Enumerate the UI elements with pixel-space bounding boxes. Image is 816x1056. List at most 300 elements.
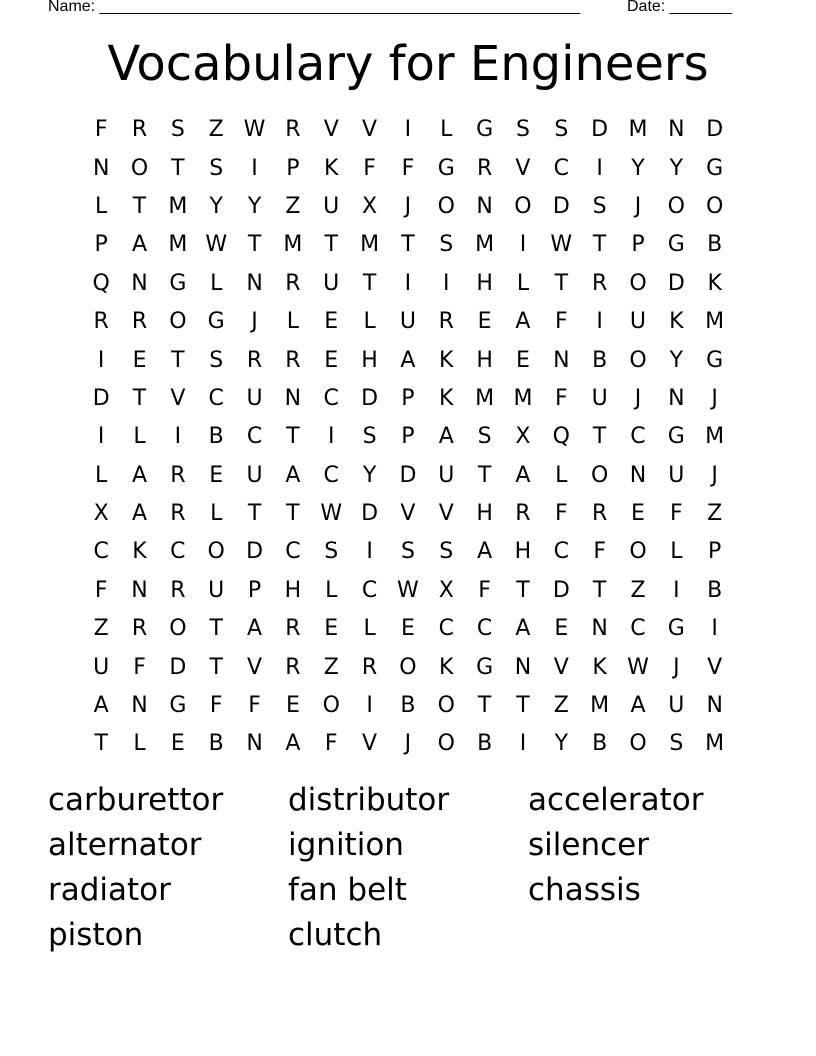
word-bank-item: ignition — [288, 827, 404, 863]
grid-letter: O — [629, 539, 647, 565]
grid-letter: O — [590, 462, 609, 488]
grid-letter: O — [514, 193, 532, 219]
grid-letter: J — [711, 462, 718, 488]
grid-letter: T — [171, 347, 185, 373]
grid-letter: T — [209, 616, 223, 642]
grid-letter: I — [174, 424, 182, 450]
grid-letter: S — [400, 539, 415, 565]
grid-letter: K — [132, 539, 147, 565]
grid-letter: M — [628, 117, 648, 143]
grid-letter: S — [554, 117, 569, 143]
grid-letter: N — [246, 270, 263, 296]
grid-letter: B — [707, 232, 723, 258]
grid-letter: T — [132, 193, 147, 219]
grid-letter: P — [401, 385, 415, 411]
grid-letter: O — [169, 616, 187, 642]
grid-letter: V — [170, 385, 186, 411]
grid-letter: L — [133, 424, 146, 450]
grid-letter: E — [400, 616, 415, 642]
grid-letter: Z — [553, 693, 569, 719]
grid-letter: X — [515, 424, 531, 450]
grid-letter: A — [131, 501, 148, 527]
grid-letter: I — [404, 270, 412, 296]
grid-letter: T — [209, 654, 223, 680]
name-field-label: Name: ______________________________________________________ — [48, 0, 581, 15]
grid-letter: X — [438, 577, 454, 603]
grid-letter: K — [592, 654, 607, 680]
grid-letter: G — [169, 270, 187, 296]
grid-letter: N — [591, 616, 608, 642]
grid-letter: R — [246, 347, 263, 373]
grid-letter: V — [400, 501, 416, 527]
grid-letter: O — [169, 309, 187, 335]
grid-letter: Z — [285, 193, 301, 219]
grid-letter: E — [132, 347, 147, 373]
grid-letter: G — [667, 616, 685, 642]
grid-letter: T — [94, 731, 108, 757]
grid-letter: T — [592, 577, 607, 603]
grid-letter: E — [554, 616, 569, 642]
grid-letter: R — [93, 309, 109, 335]
grid-letter: P — [94, 232, 108, 258]
grid-letter: I — [519, 731, 527, 757]
grid-letter: T — [516, 577, 530, 603]
grid-letter: A — [515, 616, 531, 642]
grid-letter: U — [629, 309, 647, 335]
grid-letter: U — [246, 462, 263, 488]
grid-letter: P — [631, 232, 645, 258]
grid-letter: G — [169, 693, 187, 719]
grid-letter: O — [667, 193, 685, 219]
grid-letter: E — [631, 501, 645, 527]
grid-letter: R — [591, 501, 608, 527]
grid-letter: E — [324, 616, 339, 642]
grid-letter: M — [168, 232, 188, 258]
grid-letter: V — [553, 654, 569, 680]
word-bank-item: clutch — [288, 917, 383, 953]
grid-letter: W — [550, 232, 573, 258]
grid-letter: S — [209, 155, 224, 181]
grid-letter: F — [94, 577, 108, 603]
grid-letter: M — [590, 693, 610, 719]
word-bank-item: radiator — [48, 872, 171, 908]
grid-letter: D — [92, 385, 110, 411]
grid-letter: S — [515, 117, 530, 143]
grid-letter: T — [247, 501, 262, 527]
grid-letter: H — [514, 539, 532, 565]
grid-letter: W — [320, 501, 343, 527]
grid-letter: R — [591, 270, 608, 296]
grid-letter: M — [168, 193, 188, 219]
grid-letter: Y — [247, 193, 262, 219]
grid-row — [82, 303, 734, 341]
grid-letter: M — [513, 385, 533, 411]
grid-letter: B — [208, 424, 224, 450]
grid-row — [82, 457, 734, 495]
grid-letter: O — [629, 270, 647, 296]
grid-letter: C — [170, 539, 186, 565]
grid-letter: Z — [630, 577, 646, 603]
grid-letter: R — [285, 117, 301, 143]
grid-letter: I — [97, 347, 105, 373]
grid-letter: W — [397, 577, 419, 603]
grid-letter: I — [404, 117, 412, 143]
grid-letter: T — [516, 693, 530, 719]
grid-letter: I — [327, 424, 335, 450]
grid-letter: G — [706, 347, 724, 373]
grid-letter: D — [399, 462, 417, 488]
grid-row — [82, 380, 734, 418]
grid-letter: Q — [552, 424, 570, 450]
grid-letter: O — [207, 539, 225, 565]
grid-letter: B — [592, 347, 608, 373]
grid-letter: G — [667, 424, 685, 450]
grid-letter: F — [401, 155, 415, 181]
grid-letter: R — [285, 270, 301, 296]
grid-letter: V — [515, 155, 531, 181]
grid-letter: L — [516, 270, 530, 296]
word-bank-item: distributor — [288, 782, 450, 818]
grid-letter: F — [554, 385, 568, 411]
grid-letter: D — [667, 270, 685, 296]
grid-letter: I — [711, 616, 718, 642]
grid-letter: C — [630, 424, 646, 450]
grid-letter: G — [476, 654, 494, 680]
grid-letter: X — [362, 193, 378, 219]
word-bank-item: fan belt — [288, 872, 407, 908]
grid-letter: C — [323, 385, 339, 411]
grid-letter: O — [437, 731, 455, 757]
grid-letter: N — [514, 654, 532, 680]
grid-letter: N — [476, 193, 493, 219]
grid-letter: T — [324, 232, 338, 258]
grid-letter: L — [440, 117, 453, 143]
grid-letter: E — [209, 462, 224, 488]
grid-letter: G — [207, 309, 225, 335]
grid-letter: O — [706, 193, 724, 219]
grid-letter: C — [476, 616, 493, 642]
worksheet-header — [48, 0, 748, 18]
grid-letter: M — [705, 424, 725, 450]
grid-letter: M — [705, 731, 725, 757]
date-field-label: Date: _______ — [627, 0, 732, 15]
grid-letter: F — [324, 731, 338, 757]
grid-letter: S — [324, 539, 339, 565]
grid-row — [82, 188, 734, 226]
word-column — [528, 778, 768, 913]
grid-letter: M — [283, 232, 303, 258]
grid-row — [82, 149, 734, 187]
grid-letter: T — [286, 501, 300, 527]
grid-letter: R — [285, 654, 301, 680]
grid-letter: N — [131, 577, 148, 603]
grid-row — [82, 418, 734, 456]
grid-letter: K — [439, 385, 454, 411]
grid-letter: R — [131, 117, 148, 143]
grid-letter: N — [246, 731, 263, 757]
grid-letter: T — [401, 232, 415, 258]
grid-letter: F — [209, 693, 223, 719]
grid-letter: I — [596, 309, 603, 335]
grid-letter: C — [246, 424, 263, 450]
grid-letter: Y — [554, 731, 569, 757]
grid-letter: M — [475, 385, 495, 411]
grid-letter: P — [401, 424, 415, 450]
grid-letter: F — [554, 309, 568, 335]
grid-letter: H — [476, 501, 493, 527]
grid-letter: L — [363, 616, 376, 642]
grid-letter: S — [669, 731, 684, 757]
grid-letter: S — [439, 539, 454, 565]
grid-letter: T — [132, 385, 147, 411]
grid-letter: V — [247, 654, 263, 680]
grid-letter: D — [591, 117, 609, 143]
grid-letter: D — [246, 539, 264, 565]
grid-letter: F — [133, 654, 146, 680]
grid-letter: N — [284, 385, 302, 411]
grid-letter: Y — [362, 462, 377, 488]
grid-letter: C — [361, 577, 378, 603]
grid-letter: L — [325, 577, 338, 603]
grid-letter: V — [438, 501, 454, 527]
grid-letter: Y — [669, 347, 684, 373]
grid-letter: D — [361, 385, 379, 411]
word-bank-item: piston — [48, 917, 144, 953]
grid-letter: A — [400, 347, 416, 373]
word-search-grid — [82, 111, 734, 764]
grid-letter: E — [285, 693, 300, 719]
grid-letter: L — [363, 309, 376, 335]
grid-letter: O — [130, 155, 149, 181]
grid-letter: G — [437, 155, 455, 181]
grid-letter: M — [475, 232, 495, 258]
grid-letter: U — [208, 577, 225, 603]
grid-letter: Y — [669, 155, 684, 181]
grid-letter: T — [247, 232, 262, 258]
grid-letter: W — [627, 654, 649, 680]
grid-letter: M — [705, 309, 725, 335]
grid-letter: S — [209, 347, 224, 373]
grid-letter: I — [443, 270, 450, 296]
grid-letter: L — [95, 462, 108, 488]
grid-letter: O — [322, 693, 340, 719]
page-title: Vocabulary for Engineers — [107, 36, 709, 92]
grid-row — [82, 687, 734, 725]
grid-letter: O — [399, 654, 417, 680]
grid-letter: P — [286, 155, 300, 181]
grid-letter: F — [670, 501, 683, 527]
grid-letter: R — [285, 616, 301, 642]
grid-letter: U — [93, 654, 110, 680]
grid-letter: D — [706, 117, 724, 143]
grid-letter: G — [667, 232, 685, 258]
grid-letter: Q — [92, 270, 110, 296]
grid-letter: C — [553, 155, 569, 181]
grid-letter: B — [592, 731, 608, 757]
grid-letter: N — [668, 117, 685, 143]
grid-letter: K — [669, 309, 684, 335]
grid-letter: C — [323, 462, 339, 488]
grid-letter: N — [131, 693, 148, 719]
grid-letter: N — [92, 155, 110, 181]
word-bank-item: silencer — [528, 827, 649, 863]
grid-letter: U — [323, 270, 340, 296]
grid-letter: H — [284, 577, 302, 603]
grid-row — [82, 725, 734, 763]
grid-letter: U — [246, 385, 263, 411]
grid-letter: T — [592, 232, 607, 258]
grid-letter: Y — [631, 155, 645, 181]
grid-letter: J — [673, 654, 680, 680]
grid-letter: R — [131, 309, 148, 335]
grid-letter: T — [286, 424, 300, 450]
grid-letter: J — [404, 731, 412, 757]
grid-letter: U — [591, 385, 608, 411]
grid-letter: F — [363, 155, 376, 181]
grid-letter: B — [208, 731, 224, 757]
grid-letter: S — [439, 232, 454, 258]
grid-letter: R — [515, 501, 531, 527]
grid-letter: H — [476, 347, 493, 373]
grid-letter: K — [439, 347, 454, 373]
grid-letter: C — [285, 539, 301, 565]
grid-letter: A — [285, 462, 301, 488]
grid-letter: R — [361, 654, 378, 680]
grid-letter: V — [707, 654, 723, 680]
grid-row — [82, 111, 734, 149]
grid-letter: A — [131, 462, 148, 488]
grid-letter: H — [476, 270, 493, 296]
grid-letter: A — [515, 309, 531, 335]
grid-letter: N — [629, 462, 647, 488]
grid-letter: T — [171, 155, 185, 181]
word-bank-item: chassis — [528, 872, 641, 908]
grid-letter: C — [93, 539, 109, 565]
grid-letter: F — [478, 577, 491, 603]
grid-letter: E — [477, 309, 492, 335]
grid-row — [82, 610, 734, 648]
grid-letter: R — [170, 501, 186, 527]
grid-letter: I — [251, 155, 258, 181]
grid-letter: G — [706, 155, 724, 181]
grid-letter: U — [399, 309, 416, 335]
grid-letter: E — [324, 309, 339, 335]
grid-letter: T — [477, 693, 492, 719]
grid-letter: I — [366, 693, 373, 719]
grid-letter: T — [362, 270, 377, 296]
grid-letter: O — [629, 347, 647, 373]
grid-letter: P — [247, 577, 262, 603]
grid-letter: L — [95, 193, 108, 219]
grid-letter: F — [593, 539, 606, 565]
grid-letter: S — [592, 193, 607, 219]
grid-letter: L — [670, 539, 683, 565]
grid-row — [82, 648, 734, 686]
grid-letter: N — [131, 270, 148, 296]
grid-letter: C — [438, 616, 454, 642]
grid-letter: O — [629, 731, 647, 757]
grid-letter: N — [553, 347, 570, 373]
grid-letter: K — [439, 654, 454, 680]
grid-letter: O — [437, 193, 455, 219]
grid-letter: C — [630, 616, 646, 642]
grid-letter: L — [286, 309, 300, 335]
grid-letter: L — [133, 731, 146, 757]
grid-letter: B — [707, 577, 723, 603]
grid-letter: U — [438, 462, 455, 488]
grid-row — [82, 495, 734, 533]
grid-letter: K — [707, 270, 722, 296]
grid-letter: A — [285, 731, 301, 757]
grid-letter: R — [285, 347, 301, 373]
grid-letter: R — [438, 309, 454, 335]
grid-letter: V — [362, 731, 378, 757]
grid-letter: I — [596, 155, 603, 181]
grid-letter: O — [437, 693, 455, 719]
grid-letter: T — [554, 270, 569, 296]
grid-letter: S — [362, 424, 377, 450]
grid-letter: W — [243, 117, 266, 143]
grid-letter: D — [552, 193, 570, 219]
grid-row — [82, 226, 734, 264]
grid-letter: Y — [209, 193, 223, 219]
grid-letter: R — [170, 462, 186, 488]
grid-letter: L — [210, 270, 223, 296]
grid-letter: D — [169, 654, 187, 680]
word-column — [288, 778, 528, 958]
grid-row — [82, 533, 734, 571]
word-bank-item: accelerator — [528, 782, 704, 818]
grid-letter: C — [553, 539, 569, 565]
grid-letter: B — [400, 693, 416, 719]
grid-letter: A — [438, 424, 454, 450]
grid-letter: L — [210, 501, 223, 527]
grid-letter: Z — [93, 616, 109, 642]
grid-letter: F — [554, 501, 568, 527]
grid-letter: T — [477, 462, 492, 488]
grid-letter: U — [668, 462, 685, 488]
grid-letter: F — [94, 117, 108, 143]
grid-letter: V — [362, 117, 378, 143]
grid-letter: D — [361, 501, 379, 527]
grid-letter: M — [360, 232, 380, 258]
grid-letter: G — [476, 117, 494, 143]
grid-letter: A — [131, 232, 148, 258]
grid-letter: C — [208, 385, 224, 411]
word-bank-item: carburettor — [48, 782, 224, 818]
grid-letter: N — [668, 385, 685, 411]
grid-letter: A — [93, 693, 109, 719]
grid-letter: N — [706, 693, 723, 719]
word-column — [48, 778, 288, 958]
grid-letter: J — [634, 193, 642, 219]
grid-letter: U — [323, 193, 340, 219]
grid-letter: V — [323, 117, 339, 143]
grid-letter: Z — [323, 654, 339, 680]
grid-letter: J — [251, 309, 258, 335]
grid-letter: B — [477, 731, 493, 757]
grid-row — [82, 341, 734, 379]
grid-letter: E — [516, 347, 530, 373]
grid-letter: J — [634, 385, 642, 411]
grid-letter: R — [131, 616, 148, 642]
grid-letter: W — [205, 232, 228, 258]
grid-letter: J — [404, 193, 412, 219]
grid-letter: A — [630, 693, 646, 719]
grid-letter: P — [708, 539, 722, 565]
grid-letter: J — [711, 385, 718, 411]
grid-letter: A — [477, 539, 493, 565]
